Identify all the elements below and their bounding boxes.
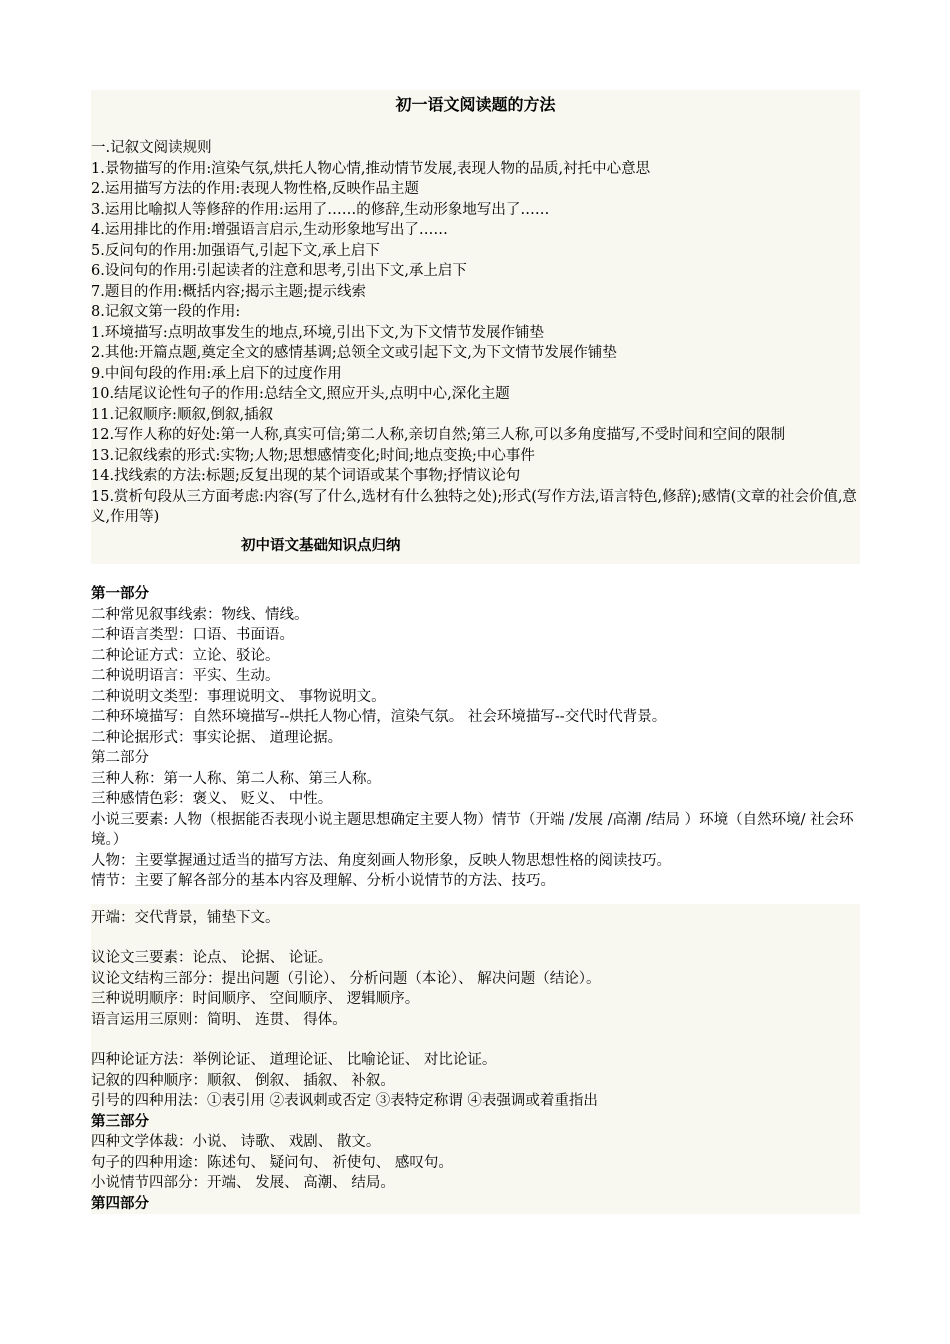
knowledge-line: 三种人称：第一人称、第二人称、第三人称。 <box>91 770 381 787</box>
rule-line: 14.找线索的方法:标题;反复出现的某个词语或某个事物;抒情议论句 <box>91 468 521 484</box>
rule-line: 1.景物描写的作用:渲染气氛,烘托人物心情,推动情节发展,表现人物的品质,衬托中心意思 <box>91 160 651 177</box>
rule-line: 15.赏析句段从三方面考虑:内容(写了什么,选材有什么独特之处);形式(写作方法,语言特色,修辞);感情(文章的社会价值,意义,作用等) <box>91 488 857 525</box>
knowledge-line: 四种论证方法：举例论证、 道理论证、 比喻论证、 对比论证。 <box>91 1052 497 1068</box>
rule-line: 4.运用排比的作用:增强语言启示,生动形象地写出了…… <box>91 222 448 238</box>
knowledge-line: 二种论据形式：事实论据、 道理论据。 <box>91 729 343 746</box>
knowledge-line: 小说三要素: 人物（根据能否表现小说主题思想确定主要人物）情节（开端 /发展 /高潮 /结局 ）环境（自然环境/ 社会环境。） <box>91 811 854 848</box>
knowledge-line: 二种语言类型：口语、书面语。 <box>91 627 294 643</box>
rule-line: 12.写作人称的好处:第一人称,真实可信;第二人称,亲切自然;第三人称,可以多角度描写,不受时间和空间的限制 <box>91 427 786 443</box>
part-heading: 第四部分 <box>91 1194 149 1212</box>
rule-line: 2.运用描写方法的作用:表现人物性格,反映作品主题 <box>91 181 419 197</box>
rule-line: 一.记叙文阅读规则 <box>91 140 212 156</box>
knowledge-line: 二种论证方式：立论、驳论。 <box>91 647 280 664</box>
page-title: 初一语文阅读题的方法 <box>395 95 556 114</box>
knowledge-line: 议论文结构三部分：提出问题（引论）、 分析问题（本论）、 解决问题（结论）。 <box>91 970 601 987</box>
knowledge-line: 情节：主要了解各部分的基本内容及理解、分析小说情节的方法、技巧。 <box>91 873 555 889</box>
knowledge-line: 引号的四种用法：①表引用 ②表讽刺或否定 ③表特定称谓 ④表强调或着重指出 <box>91 1093 598 1109</box>
reading-rules-list <box>91 138 860 528</box>
knowledge-line: 议论文三要素：论点、 论据、 论证。 <box>91 950 333 966</box>
section-reading-methods <box>91 90 860 564</box>
knowledge-line: 三种感情色彩：褒义、 贬义、 中性。 <box>91 791 333 807</box>
knowledge-line: 语言运用三原则：简明、 连贯、 得体。 <box>91 1011 347 1028</box>
document-page <box>91 90 860 1214</box>
section-more-basics <box>91 904 860 1215</box>
knowledge-line: 开端：交代背景，铺垫下文。 <box>91 909 280 926</box>
part-heading: 第三部分 <box>91 1112 149 1130</box>
rule-line: 9.中间句段的作用:承上启下的过度作用 <box>91 365 342 382</box>
knowledge-line: 人物：主要掌握通过适当的描写方法、角度刻画人物形象，反映人物思想性格的阅读技巧。 <box>91 852 671 869</box>
knowledge-line: 句子的四种用途：陈述句、 疑问句、 祈使句、 感叹句。 <box>91 1154 453 1171</box>
rule-line: 11.记叙顺序:顺叙,倒叙,插叙 <box>91 406 274 423</box>
rule-line: 5.反问句的作用:加强语气,引起下文,承上启下 <box>91 242 380 259</box>
rule-line: 2.其他:开篇点题,奠定全文的感情基调;总领全文或引起下文,为下文情节发展作铺垫 <box>91 345 617 361</box>
section-subtitle: 初中语文基础知识点归纳 <box>241 536 401 554</box>
knowledge-line: 二种说明文类型：事理说明文、 事物说明文。 <box>91 688 386 705</box>
part-heading: 第一部分 <box>91 585 149 602</box>
knowledge-line: 三种说明顺序：时间顺序、 空间顺序、 逻辑顺序。 <box>91 991 420 1007</box>
knowledge-line: 小说情节四部分：开端、 发展、 高潮、 结局。 <box>91 1175 395 1191</box>
knowledge-line: 记叙的四种顺序：顺叙、 倒叙、 插叙、 补叙。 <box>91 1072 395 1089</box>
part-heading: 第二部分 <box>91 750 149 766</box>
knowledge-line: 二种说明语言：平实、生动。 <box>91 668 280 684</box>
section-basics <box>91 564 860 892</box>
rule-line: 10.结尾议论性句子的作用:总结全文,照应开头,点明中心,深化主题 <box>91 386 510 402</box>
rule-line: 7.题目的作用:概括内容;揭示主题;提示线索 <box>91 283 366 300</box>
rule-line: 3.运用比喻拟人等修辞的作用:运用了……的修辞,生动形象地写出了…… <box>91 201 550 218</box>
rule-line: 8.记叙文第一段的作用: <box>91 304 241 320</box>
knowledge-line: 二种常见叙事线索：物线、情线。 <box>91 606 309 623</box>
knowledge-line: 四种文学体裁：小说、 诗歌、 戏剧、 散文。 <box>91 1134 381 1150</box>
rule-line: 13.记叙线索的形式:实物;人物;思想感情变化;时间;地点变换;中心事件 <box>91 447 535 464</box>
rule-line: 6.设问句的作用:引起读者的注意和思考,引出下文,承上启下 <box>91 263 467 279</box>
knowledge-line: 二种环境描写：自然环境描写--烘托人物心情，渲染气氛。 社会环境描写--交代时代背景。 <box>91 709 667 725</box>
rule-line: 1.环境描写:点明故事发生的地点,环境,引出下文,为下文情节发展作铺垫 <box>91 324 545 341</box>
